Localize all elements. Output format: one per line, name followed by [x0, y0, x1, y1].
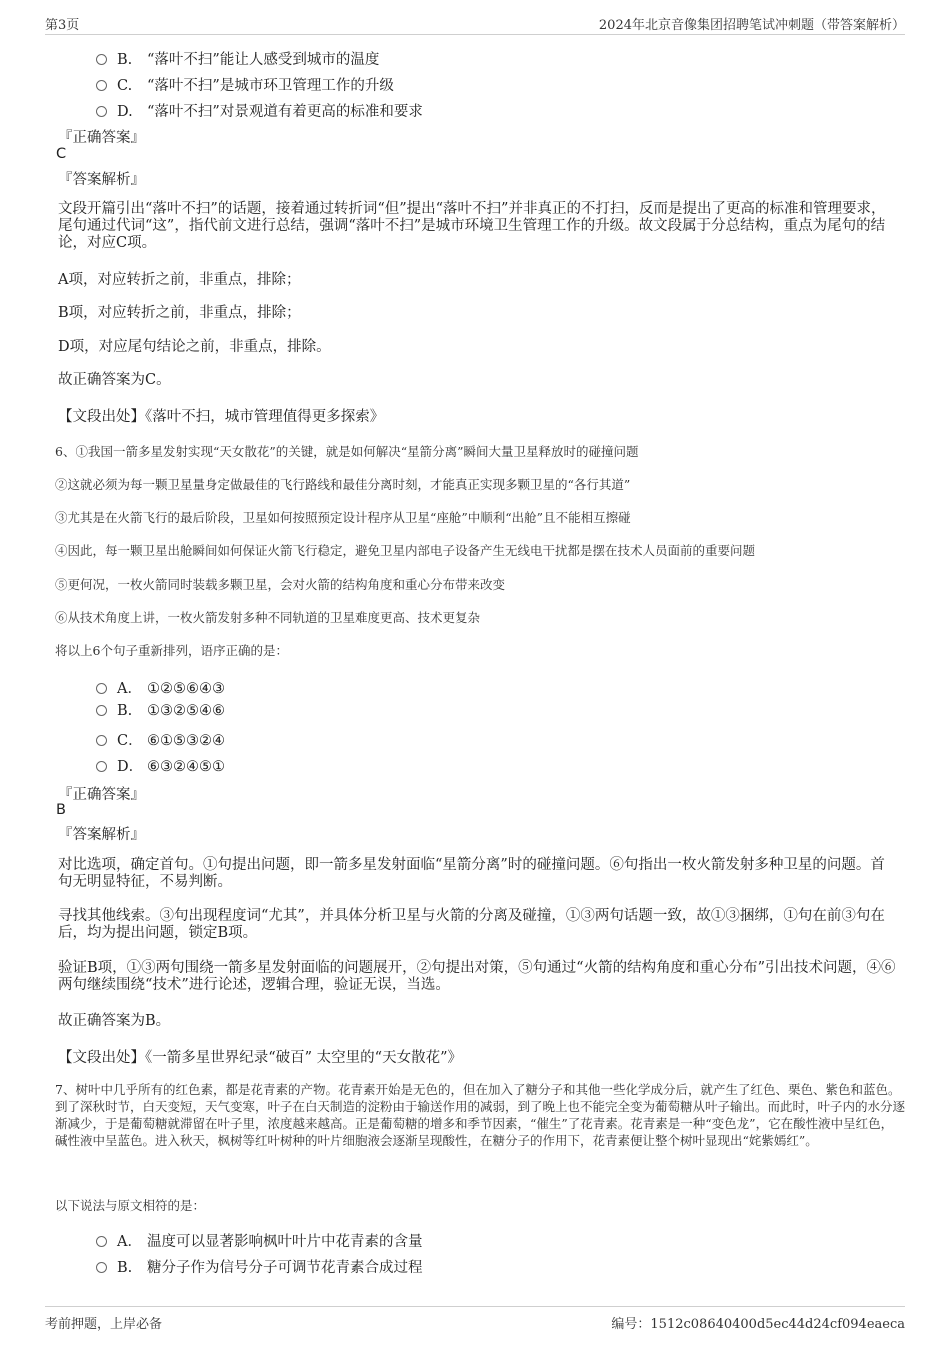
q7-passage: 7、树叶中几乎所有的红色素，都是花青素的产物。花青素开始是无色的，但在加入了糖分子和其他一些化学成分后，就产生了红色、栗色、紫色和蓝色。到了深秋时节，白天变短，天气变寒，叶子在白天制造的淀粉由于输送作用的减弱，到了晚上也不能完全变为葡萄糖从叶子输出。而此时，叶子内的水分逐渐减少，于是葡萄糖就滞留在叶子里，浓度越来越高。正是葡萄糖的增多和季节因素，“催生”了花青素。花青素是一种“变色龙”，它在酸性液中呈红色，碱性液中呈蓝色。进入秋天，枫树等红叶树种的叶片细胞液会逐渐呈现酸性，在糖分子的作用下，花青素便让整个树叶显现出“姹紫嫣红”。 [55, 1082, 906, 1148]
page-number: 第3页 [45, 18, 80, 33]
q6-sentence-3: ③尤其是在火箭飞行的最后阶段，卫星如何按照预定设计程序从卫星“座舱”中顺利“出舱”且不能相互擦碰 [55, 510, 631, 525]
q6-source: 【文段出处】《一箭多星世界纪录“破百” 太空里的“天女散花”》 [58, 1050, 463, 1066]
q6-conclusion: 故正确答案为B。 [58, 1013, 171, 1029]
q7-option-a[interactable]: A． 温度可以显著影响枫叶叶片中花青素的含量 [96, 1230, 423, 1250]
q6-sentence-1: 6、①我国一箭多星发射实现“天女散花”的关键，就是如何解决“星箭分离”瞬间大量卫星释放时的碰撞问题 [55, 444, 639, 459]
q5-analysis-a: A项，对应转折之前，非重点，排除； [58, 272, 301, 288]
q5-answer: C [56, 146, 67, 162]
q5-source: 【文段出处】《落叶不扫，城市管理值得更多探索》 [58, 409, 385, 425]
q6-sentence-5: ⑤更何况，一枚火箭同时装载多颗卫星，会对火箭的结构角度和重心分布带来改变 [55, 577, 506, 592]
q5-analysis-b: B项，对应转折之前，非重点，排除； [58, 305, 301, 321]
q7-prompt: 以下说法与原文相符的是： [55, 1198, 206, 1213]
radio-icon[interactable] [96, 1262, 107, 1273]
q6-sentence-4: ④因此，每一颗卫星出舱瞬间如何保证火箭飞行稳定，避免卫星内部电子设备产生无线电干扰都是摆在技术人员面前的重要问题 [55, 543, 756, 558]
q6-sentence-2: ②这就必须为每一颗卫星量身定做最佳的飞行路线和最佳分离时刻，才能真正实现多颗卫星的“各行其道” [55, 477, 631, 492]
q5-option-c[interactable]: C. “落叶不扫”是城市环卫管理工作的升级 [96, 74, 394, 94]
analysis-label: 『答案解析』 [58, 827, 145, 843]
q5-analysis-d: D项，对应尾句结论之前，非重点，排除。 [58, 339, 331, 355]
radio-icon[interactable] [96, 1236, 107, 1247]
radio-icon[interactable] [96, 683, 107, 694]
footer-slogan: 考前押题，上岸必备 [45, 1317, 163, 1332]
radio-icon[interactable] [96, 54, 107, 65]
correct-answer-label: 『正确答案』 [58, 787, 145, 803]
q6-option-c[interactable]: C． ⑥①⑤③②④ [96, 729, 225, 749]
q6-analysis-1: 对比选项，确定首句。①句提出问题，即一箭多星发射面临“星箭分离”时的碰撞问题。⑥句指出一枚火箭发射多种卫星的问题。首句无明显特征，不易判断。 [58, 857, 885, 890]
document-title: 2024年北京音像集团招聘笔试冲刺题（带答案解析） [598, 18, 905, 33]
q6-answer: B [56, 802, 66, 818]
document-code: 编号：1512c08640400d5ec44d24cf094eaeca [611, 1317, 905, 1332]
q6-prompt: 将以上6个句子重新排列，语序正确的是： [55, 643, 288, 658]
q5-conclusion: 故正确答案为C。 [58, 372, 171, 388]
q6-analysis-2: 寻找其他线索。③句出现程度词“尤其”，并具体分析卫星与火箭的分离及碰撞，①③两句话题一致，故①③捆绑，①句在前③句在后，均为提出问题，锁定B项。 [58, 908, 885, 941]
q6-option-b[interactable]: B. ①③②⑤④⑥ [96, 703, 225, 723]
q7-option-b[interactable]: B. 糖分子作为信号分子可调节花青素合成过程 [96, 1256, 423, 1276]
correct-answer-label: 『正确答案』 [58, 130, 145, 146]
analysis-label: 『答案解析』 [58, 172, 145, 188]
page-footer [45, 1306, 905, 1331]
q6-analysis-3: 验证B项，①③两句围绕一箭多星发射面临的问题展开，②句提出对策，⑤句通过“火箭的结构角度和重心分布”引出技术问题，④⑥两句继续围绕“技术”进行论述，逻辑合理，验证无误，当选。 [58, 960, 896, 993]
q5-option-d[interactable]: D. “落叶不扫”对景观道有着更高的标准和要求 [96, 100, 423, 120]
q6-option-a[interactable]: A． ①②⑤⑥④③ [96, 677, 225, 697]
page-header [45, 12, 905, 35]
q5-analysis-main: 文段开篇引出“落叶不扫”的话题，接着通过转折词“但”提出“落叶不扫”并非真正的不打扫，反而是提出了更高的标准和管理要求，尾句通过代词“这”，指代前文进行总结，强调“落叶不扫”是城市环境卫生管理工作的升级。故文段属于分总结构，重点为尾句的结论，对应C项。 [58, 201, 886, 251]
radio-icon[interactable] [96, 705, 107, 716]
radio-icon[interactable] [96, 761, 107, 772]
radio-icon[interactable] [96, 106, 107, 117]
q6-option-d[interactable]: D． ⑥③②④⑤① [96, 755, 225, 775]
radio-icon[interactable] [96, 80, 107, 91]
radio-icon[interactable] [96, 735, 107, 746]
q5-option-b[interactable]: B. “落叶不扫”能让人感受到城市的温度 [96, 48, 379, 68]
q6-sentence-6: ⑥从技术角度上讲，一枚火箭发射多种不同轨道的卫星难度更高、技术更复杂 [55, 610, 481, 625]
